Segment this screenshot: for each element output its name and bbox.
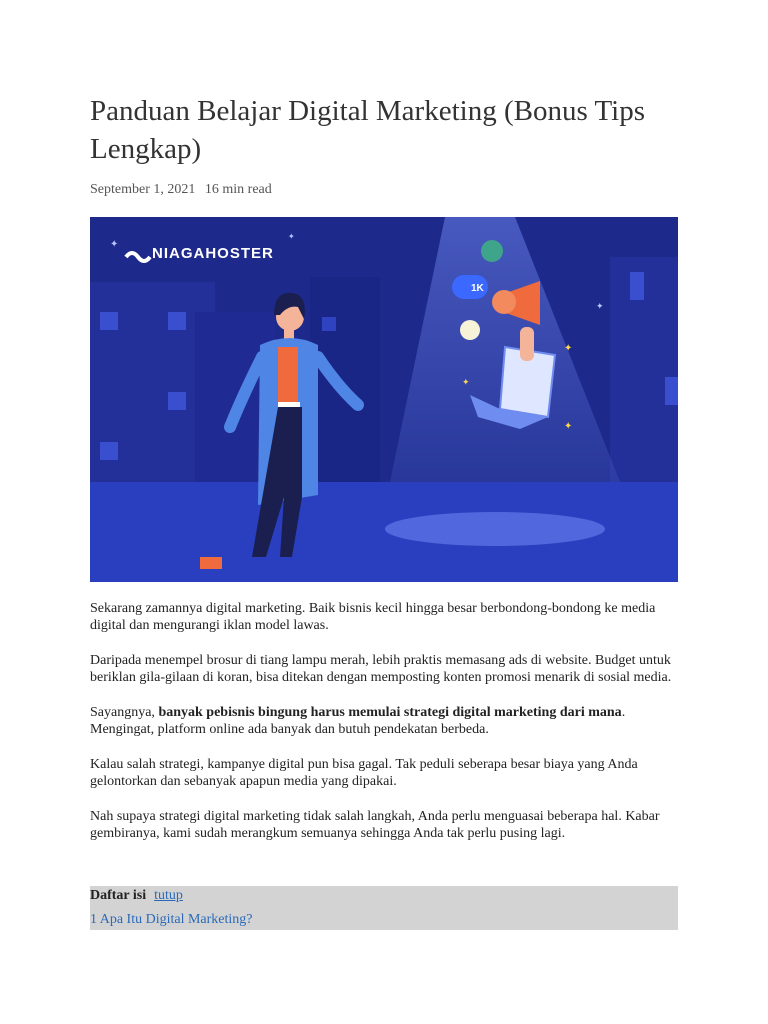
article-title: Panduan Belajar Digital Marketing (Bonus Tips Lengkap) [90,95,645,165]
window [168,392,186,410]
paragraph-bold: banyak pebisnis bingung harus memulai strategi digital marketing dari mana [158,705,622,720]
paragraph [90,704,680,738]
window [168,312,186,330]
window [630,272,644,300]
logo-text: NIAGAHOSTER [152,245,274,262]
paragraph: Kalau salah strategi, kampanye digital pun bisa gagal. Tak peduli seberapa besar biaya yang Anda gelontorkan dan sebanyak apapun media yang dipakai. [90,757,638,789]
window [322,317,336,331]
window [100,442,118,460]
toc-item[interactable]: 1 Apa Itu Digital Marketing? [90,912,253,927]
pin-bubble-icon [481,240,503,262]
sparkle-icon: ✦ [288,232,295,241]
hero-illustration [90,217,678,582]
toc-label: Daftar isi [90,888,147,903]
sparkle-icon: ✦ [596,301,604,311]
toc-header [90,888,183,904]
read-time: 16 min read [204,182,272,197]
window [100,312,118,330]
window [665,377,678,405]
sparkle-icon: ✦ [564,421,573,432]
sparkle-icon: ✦ [110,239,119,250]
paragraph: Sekarang zamannya digital marketing. Baik bisnis kecil hingga besar berbondong-bondong ke media digital dan mengurangi iklan model lawas. [90,601,656,633]
paragraph-prefix: Sayangnya, [90,705,159,720]
table-of-contents [90,886,678,930]
toc-toggle-link[interactable]: tutup [154,888,183,903]
sparkle-icon: ✦ [564,343,573,354]
spotlight-ellipse [385,512,605,546]
badge-text: 1K [471,283,484,294]
paragraph: Daripada menempel brosur di tiang lampu merah, lebih praktis memasang ads di website. Budget untuk beriklan gila-gilaan di koran, bisa ditekan dengan memposting konten promosi menarik di sosial media. [90,653,672,685]
article-meta [90,182,278,198]
like-badge [452,275,488,299]
paragraph-suffix: . Mengingat, platform online ada banyak dan butuh pendekatan berbeda. [90,705,626,737]
hero-svg [90,217,678,582]
paragraph: Nah supaya strategi digital marketing tidak salah langkah, Anda perlu menguasai beberapa hal. Kabar gembiranya, kami sudah merangkum semuanya sehingga Anda tak perlu pusing lagi. [90,809,660,841]
sparkle-icon: ✦ [462,377,470,387]
star-bubble-icon [460,320,480,340]
publish-date: September 1, 2021 [90,182,196,197]
article-body [90,600,680,860]
